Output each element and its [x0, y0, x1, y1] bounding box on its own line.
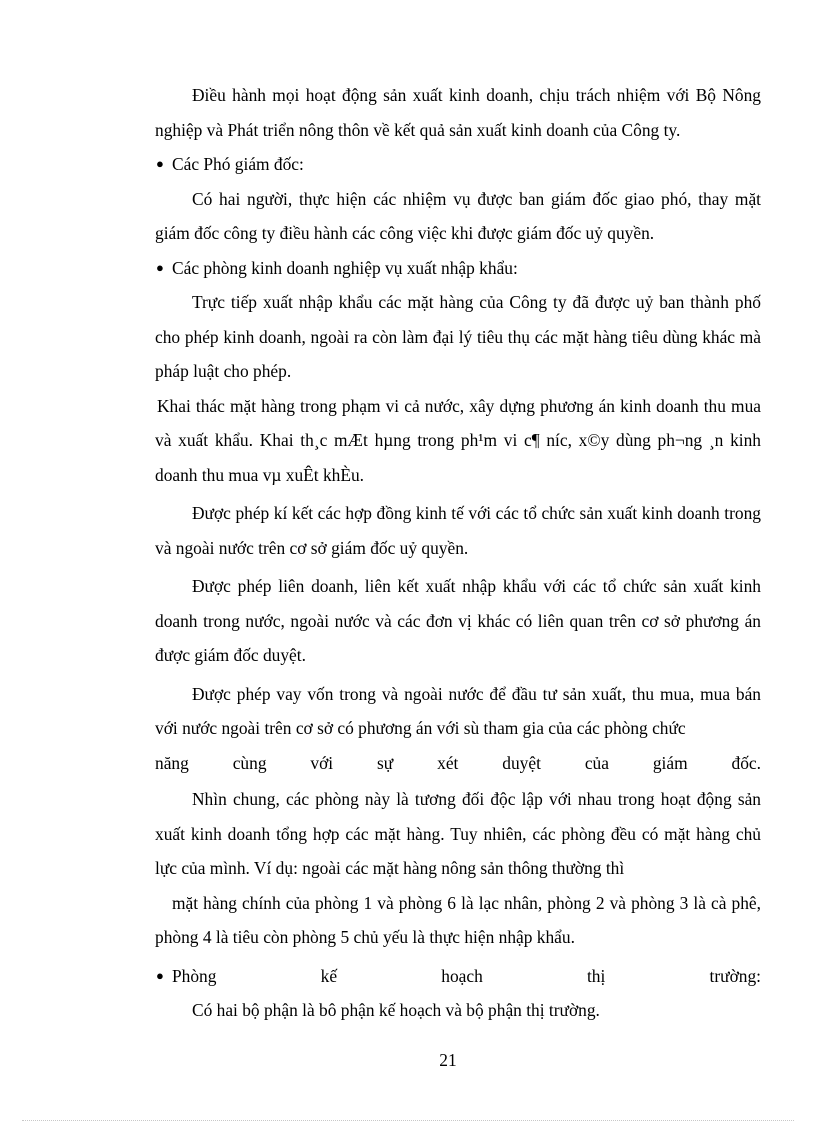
- paragraph-borrow-capital: Được phép vay vốn trong và ngoài nước để đầu tư sản xuất, thu mua, mua bán với nước ngoài trên cơ sở có phương án với sù tham gia của các phòng chức: [155, 683, 761, 738]
- paragraph-exploit-goods: Khai thác mặt hàng trong phạm vi cả nước, xây dựng phương án kinh doanh thu mua và xuất khẩu. Khai th¸c mÆt hµng trong ph¹m vi c¶ níc, x©y dùng ph¬ng ¸n kinh doanh thu mua vµ xuÊt khÈu.: [155, 395, 761, 485]
- paragraph-borrow-capital-end: năng cùng với sự xét duyệt của giám đốc.: [155, 752, 761, 773]
- body-text: [155, 78, 761, 1028]
- bullet-text: Các Phó giám đốc:: [172, 154, 304, 174]
- bullet-text: Các phòng kinh doanh nghiệp vụ xuất nhập khẩu:: [172, 257, 518, 278]
- bullet-icon: ●: [156, 967, 164, 983]
- paragraph-direct-import-export: Trực tiếp xuất nhập khẩu các mặt hàng của Công ty đã được uỷ ban thành phố cho phép kinh doanh, ngoài ra còn làm đại lý tiêu thụ các mặt hàng tiêu dùng khác mà pháp luật cho phép.: [155, 292, 761, 381]
- page-bottom-divider: [22, 1120, 794, 1121]
- bullet-planning-market: [155, 959, 761, 994]
- paragraph-sign-contracts: Được phép kí kết các hợp đồng kinh tế với các tổ chức sản xuất kinh doanh trong và ngoài nước trên cơ sở giám đốc uỷ quyền.: [155, 503, 761, 558]
- paragraph-deputy-duties: Có hai người, thực hiện các nhiệm vụ được ban giám đốc giao phó, thay mặt giám đốc công ty điều hành các công việc khi được giám đốc uỷ quyền.: [155, 188, 761, 243]
- page-number: 21: [439, 1050, 457, 1070]
- paragraph-director-duties: Điều hành mọi hoạt động sản xuất kinh doanh, chịu trách nhiệm với Bộ Nông nghiệp và Phát triển nông thôn về kết quả sản xuất kinh doanh của Công ty.: [155, 85, 761, 140]
- bullet-deputy-directors: [155, 147, 761, 182]
- bullet-business-departments: [155, 251, 761, 286]
- bullet-text: Phòng kế hoạch thị trường:: [172, 965, 761, 986]
- bullet-icon: ●: [156, 156, 164, 171]
- paragraph-main-goods: mặt hàng chính của phòng 1 và phòng 6 là lạc nhân, phòng 2 và phòng 3 là cà phê, phòng 4 là tiêu còn phòng 5 chủ yếu là thực hiện nhập khẩu.: [155, 892, 761, 947]
- paragraph-joint-venture: Được phép liên doanh, liên kết xuất nhập khẩu với các tổ chức sản xuất kinh doanh trong nước, ngoài nước và các đơn vị khác có liên quan trên cơ sở phương án được giám đốc duyệt.: [155, 576, 761, 665]
- bullet-icon: ●: [156, 259, 164, 275]
- paragraph-overview: Nhìn chung, các phòng này là tương đối độc lập với nhau trong hoạt động sản xuất kinh doanh tổng hợp các mặt hàng. Tuy nhiên, các phòng đều có mặt hàng chủ lực của mình. Ví dụ: ngoài các mặt hàng nông sản thông thường thì: [155, 789, 761, 878]
- paragraph-two-sections: Có hai bộ phận là bô phận kế hoạch và bộ phận thị trường.: [192, 1000, 600, 1020]
